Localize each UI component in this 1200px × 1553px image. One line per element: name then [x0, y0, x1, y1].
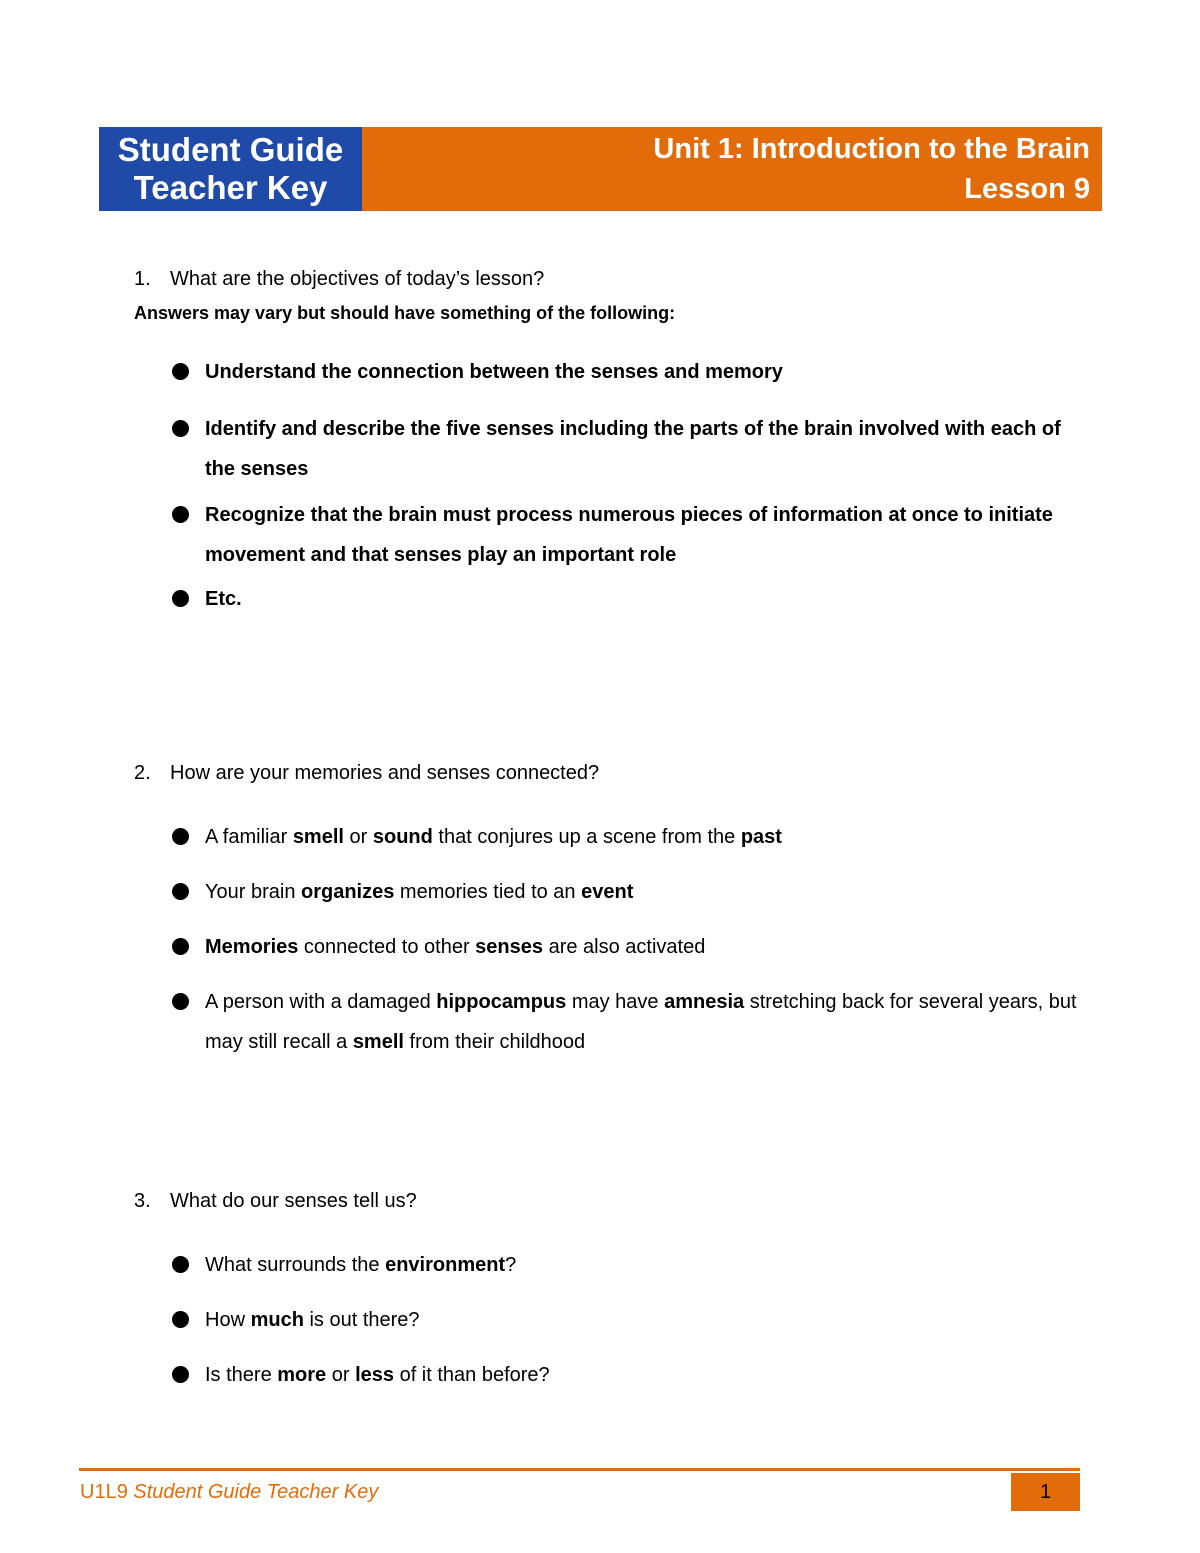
bullet-icon	[172, 363, 189, 380]
bullet-icon	[172, 420, 189, 437]
text-run: is out there?	[303, 1309, 420, 1331]
text-run: may have	[566, 991, 665, 1013]
answer-note: Answers may vary but should have something of the following:	[134, 303, 676, 323]
answer-list	[134, 817, 1094, 1062]
list-item	[134, 409, 1094, 489]
keyword: more	[277, 1364, 327, 1386]
text-run: stretching back for several years, but may still recall a	[205, 991, 1077, 1053]
text-run: memories tied to an	[394, 881, 582, 903]
objectives-list	[134, 352, 1094, 619]
question-2-section	[134, 759, 1094, 1062]
page-header	[99, 127, 1102, 211]
list-item-text: Etc.	[205, 588, 242, 610]
bullet-icon	[172, 1366, 189, 1383]
header-guide-box	[99, 127, 362, 211]
list-item	[134, 579, 1094, 619]
text-run: Your brain	[205, 881, 301, 903]
keyword: event	[581, 881, 634, 903]
keyword: smell	[352, 1031, 404, 1053]
keyword: less	[355, 1364, 395, 1386]
list-item	[134, 982, 1094, 1062]
keyword: environment	[385, 1254, 506, 1276]
header-lesson-title: Lesson 9	[964, 173, 1090, 205]
question-1-section	[134, 265, 1094, 619]
keyword: past	[740, 826, 782, 848]
footer-divider	[79, 1468, 1080, 1471]
footer-doc-title: Student Guide Teacher Key	[133, 1481, 379, 1503]
list-item-text: Understand the connection between the senses and memory	[205, 361, 783, 383]
page-number: 1	[1011, 1473, 1080, 1511]
keyword: organizes	[301, 881, 395, 903]
list-item	[134, 1300, 1094, 1340]
answer-list	[134, 1245, 1094, 1395]
text-run: or	[326, 1364, 356, 1386]
question-number: 2.	[134, 762, 151, 784]
keyword: Memories	[205, 936, 299, 958]
list-item	[134, 872, 1094, 912]
bullet-icon	[172, 938, 189, 955]
bullet-icon	[172, 828, 189, 845]
list-item	[134, 495, 1094, 575]
text-run: What surrounds the	[205, 1254, 386, 1276]
bullet-icon	[172, 993, 189, 1010]
question-3	[134, 1187, 1094, 1215]
question-text: What are the objectives of today’s lesson?	[170, 268, 545, 290]
bullet-icon	[172, 1311, 189, 1328]
list-item	[134, 1355, 1094, 1395]
text-run: Is there	[205, 1364, 278, 1386]
bullet-icon	[172, 590, 189, 607]
keyword: amnesia	[664, 991, 745, 1013]
question-3-section	[134, 1187, 1094, 1395]
text-run: How	[205, 1309, 251, 1331]
keyword: sound	[372, 826, 433, 848]
text-run: connected to other	[298, 936, 476, 958]
keyword: much	[250, 1309, 304, 1331]
question-1	[134, 265, 1094, 293]
list-item	[134, 352, 1094, 392]
list-item-text: Identify and describe the five senses including the parts of the brain involved with each of the senses	[205, 418, 1061, 480]
bullet-icon	[172, 506, 189, 523]
question-text: How are your memories and senses connected?	[170, 762, 600, 784]
text-run: from their childhood	[403, 1031, 586, 1053]
text-run: that conjures up a scene from the	[432, 826, 741, 848]
header-guide-subtitle: Teacher Key	[133, 169, 328, 206]
header-unit-title: Unit 1: Introduction to the Brain	[653, 133, 1090, 165]
list-item	[134, 1245, 1094, 1285]
keyword: senses	[475, 936, 544, 958]
list-item-text: Recognize that the brain must process numerous pieces of information at once to initiate movement and that senses play an important role	[205, 504, 1053, 566]
question-number: 1.	[134, 268, 151, 290]
keyword: hippocampus	[436, 991, 567, 1013]
header-guide-title: Student Guide	[117, 131, 344, 168]
bullet-icon	[172, 883, 189, 900]
list-item	[134, 927, 1094, 967]
text-run: or	[343, 826, 373, 848]
text-run: A familiar	[205, 826, 293, 848]
header-unit-box	[362, 127, 1102, 211]
question-number: 3.	[134, 1190, 151, 1212]
bullet-icon	[172, 1256, 189, 1273]
keyword: smell	[292, 826, 344, 848]
footer-title	[80, 1481, 378, 1504]
question-text: What do our senses tell us?	[170, 1190, 417, 1212]
text-run: ?	[505, 1254, 517, 1276]
question-2	[134, 759, 1094, 787]
list-item	[134, 817, 1094, 857]
text-run: A person with a damaged	[205, 991, 437, 1013]
text-run: of it than before?	[394, 1364, 550, 1386]
text-run: are also activated	[543, 936, 706, 958]
footer-code: U1L9	[80, 1481, 128, 1503]
